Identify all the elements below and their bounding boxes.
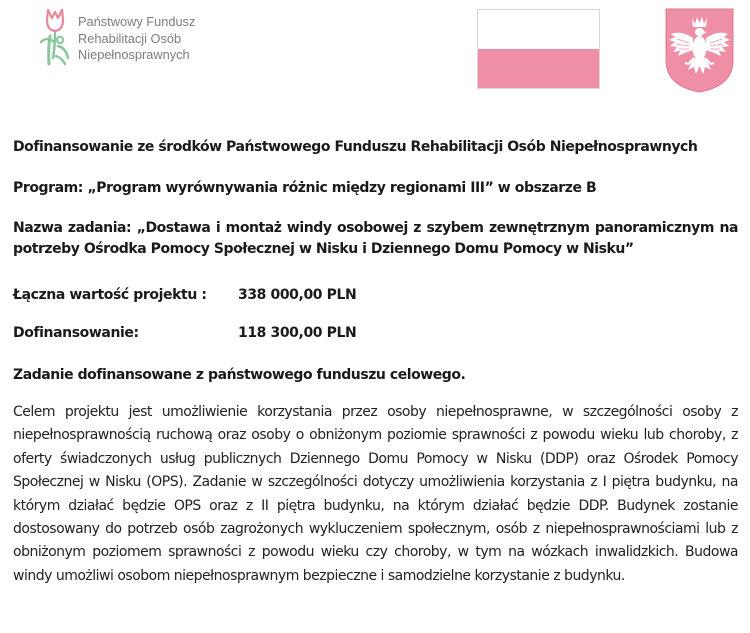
pfron-line-1: Państwowy Fundusz <box>78 14 196 29</box>
funding-line: Dofinansowanie ze środków Państwowego Funduszu Rehabilitacji Osób Niepełnosprawnych <box>13 139 698 155</box>
total-label: Łączna wartość projektu : <box>13 287 207 303</box>
cofunding-label: Dofinansowanie: <box>13 325 139 341</box>
polish-flag <box>477 9 600 89</box>
pfron-line-2: Rehabilitacji Osób <box>78 30 182 46</box>
task-label: Nazwa zadania: <box>13 220 132 236</box>
task-value: „Dostawa i montaż windy osobowej z szybem zewnętrznym panoramicznym na potrzeby Ośrodka Pomocy Społecznej w Nisku i Dziennego Domu Pomocy w Nisku” <box>13 220 738 257</box>
cofunding-row <box>13 323 357 343</box>
pfron-line-3: Niepełnosprawnych <box>78 47 190 62</box>
project-description: Celem projektu jest umożliwienie korzystania przez osoby niepełnosprawne, w szczególności osoby z niepełnosprawnością ruchową oraz osoby o obniżonym poziomie sprawności z powodu wieku lub choroby, z oferty świadczonych usług publicznych Dziennego Domu Pomocy w Nisku (DDP) oraz Ośrodek Pomocy Społecznej w Nisku (OPS). Zadanie w szczególności dotyczy umożliwienia korzystania z I piętra budynku, na którym działać będzie OPS oraz z II piętra budynku, na którym działać będzie DDP. Budynek zostanie dostosowany do potrzeb osób zagrożonych wykluczeniem społecznym, osób z niepełnosprawnościami lub z obniżonym poziomem sprawności z powodu wieku czy choroby, w tym na wózkach inwalidzkich. Budowa windy umożliwi osobom niepełnosprawnym bezpieczne i samodzielne korzystanie z budynku. <box>13 404 738 584</box>
program-label: Program: <box>13 180 83 196</box>
total-value-row <box>13 285 357 305</box>
program-value: „Program wyrównywania różnic między regionami III” w obszarze B <box>87 180 597 196</box>
fund-note: Zadanie dofinansowane z państwowego funduszu celowego. <box>13 367 466 383</box>
pfron-logo <box>38 6 238 70</box>
flag-white-stripe <box>478 10 599 49</box>
pfron-wordmark <box>78 14 195 64</box>
cofunding-value: 118 300,00 PLN <box>238 325 357 341</box>
polish-eagle-emblem-icon <box>665 8 734 93</box>
flag-red-stripe <box>478 49 599 88</box>
task-name <box>13 218 738 260</box>
total-value: 338 000,00 PLN <box>238 287 357 303</box>
tulip-person-icon <box>38 6 72 68</box>
program-line <box>13 178 596 198</box>
